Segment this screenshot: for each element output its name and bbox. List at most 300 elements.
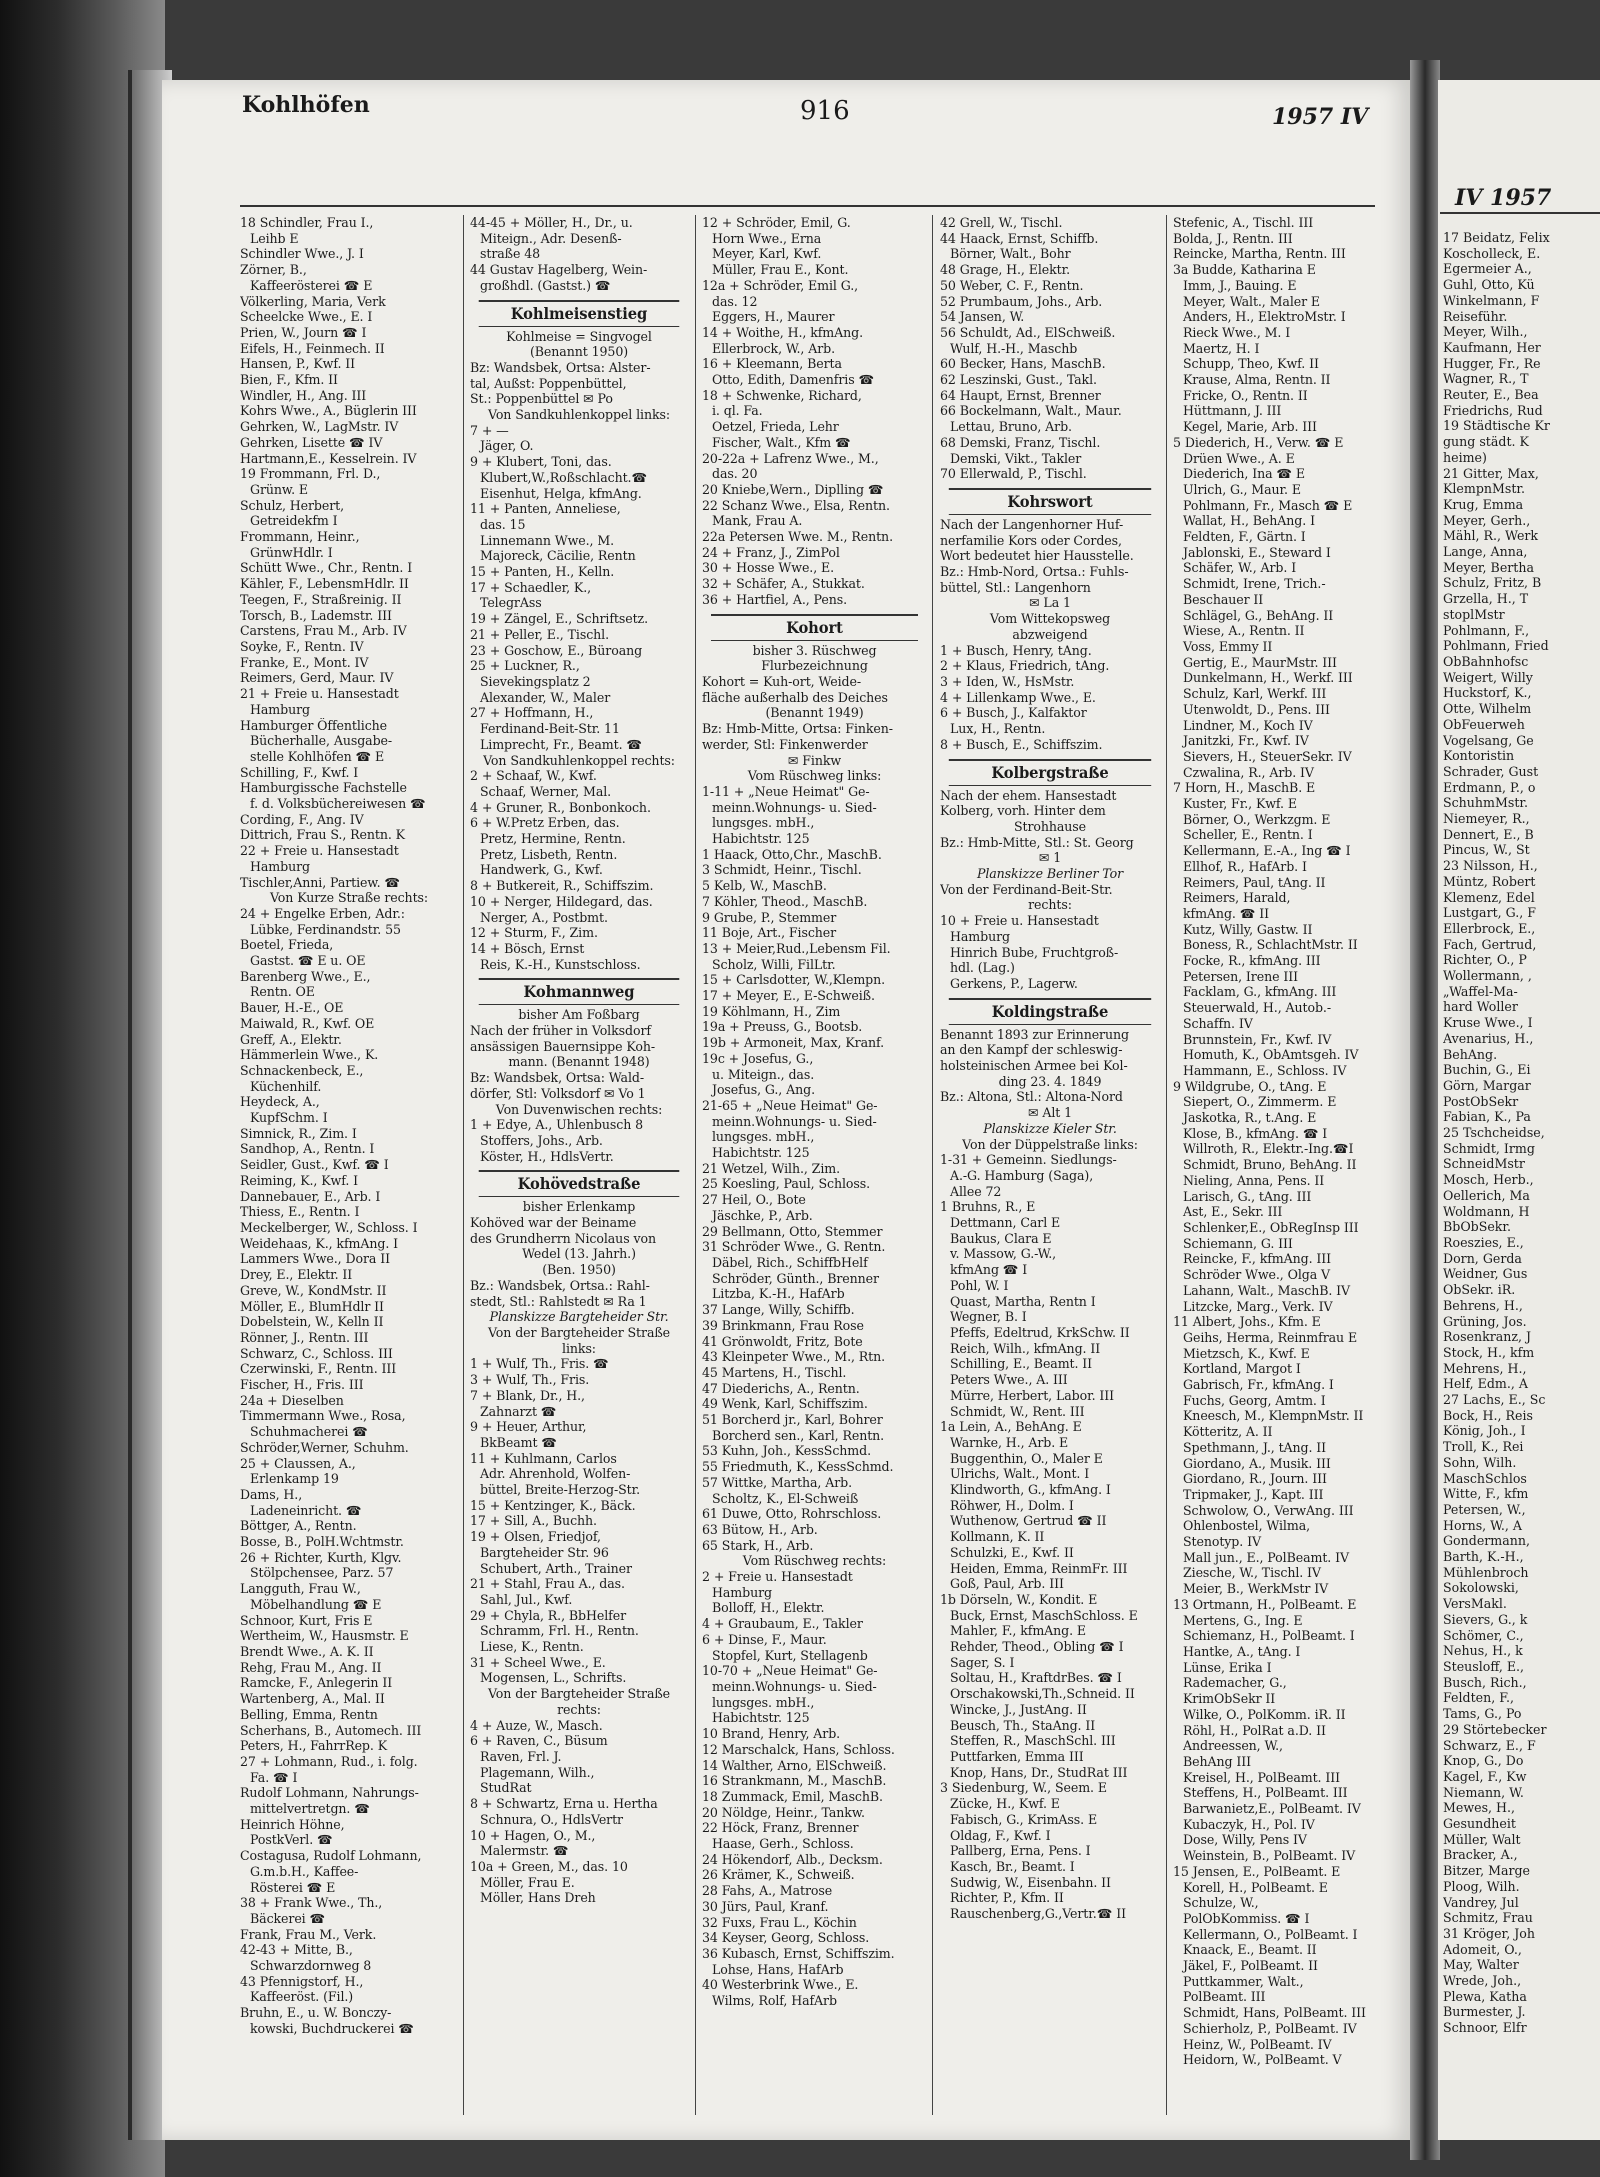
facing-page-entry: gung städt. K (1443, 434, 1529, 450)
column-divider (695, 215, 696, 2115)
directory-entry: Gastst. ☎ E u. OE (250, 953, 366, 969)
facing-page-entry: Burmester, J. (1443, 2004, 1526, 2020)
facing-page-entry: Feldten, F., (1443, 1690, 1515, 1706)
directory-entry: Jäkel, F., PolBeamt. II (1183, 1958, 1318, 1974)
directory-entry: Hansen, P., Kwf. II (240, 356, 356, 372)
directory-entry: 2 + Klaus, Friedrich, tAng. (940, 658, 1110, 674)
facing-page-entry: Adomeit, O., (1443, 1941, 1522, 1957)
facing-page-entry: Grzella, H., T (1443, 591, 1529, 607)
directory-entry: Strohhause (1013, 818, 1087, 834)
directory-entry: 10 + Hagen, O., M., (470, 1827, 596, 1843)
directory-entry: 2 + Schaaf, W., Kwf. (470, 768, 597, 784)
directory-entry: 32 Fuxs, Frau L., Köchin (702, 1914, 857, 1930)
facing-page-entry: Busch, Rich., (1443, 1674, 1527, 1690)
directory-entry: 54 Jansen, W. (940, 309, 1025, 325)
directory-entry: mittelvertretgn. ☎ (250, 1801, 370, 1817)
directory-entry: Litzcke, Marg., Verk. IV (1183, 1298, 1333, 1314)
directory-entry: Otto, Edith, Damenfris ☎ (712, 372, 875, 388)
directory-entry: Lindner, M., Koch IV (1183, 717, 1313, 733)
directory-entry: des Grundherrn Nicolaus von (470, 1230, 656, 1246)
directory-entry: 9 Grube, P., Stemmer (702, 909, 837, 925)
directory-entry: Kuster, Fr., Kwf. E (1183, 796, 1297, 812)
directory-entry: 16 Strankmann, M., MaschB. (702, 1773, 887, 1789)
directory-entry: 31 Schröder Wwe., G. Rentn. (702, 1239, 886, 1255)
directory-entry: Bien, F., Kfm. II (240, 372, 338, 388)
directory-entry: nerfamilie Kors oder Cordes, (940, 532, 1122, 548)
directory-entry: Demski, Vikt., Takler (950, 450, 1082, 466)
directory-entry: Börner, O., Werkzgm. E (1183, 811, 1331, 827)
directory-entry: Pretz, Lisbeth, Rentn. (480, 846, 618, 862)
directory-entry: 24 Hökendorf, Alb., Decksm. (702, 1851, 883, 1867)
directory-entry: 42-43 + Mitte, B., (240, 1942, 353, 1958)
directory-entry: Bz.: Hmb-Mitte, Stl.: St. Georg (940, 834, 1134, 850)
facing-page-entry: PostObSekr (1443, 1093, 1519, 1109)
directory-entry: Von Duvenwischen rechts: (495, 1101, 663, 1117)
facing-page-entry: Mühlenbroch (1443, 1564, 1529, 1580)
facing-page-entry: Wollermann, , (1443, 968, 1532, 984)
directory-entry: Reis, K.-H., Kunstschloss. (480, 956, 641, 972)
directory-entry: Schindler Wwe., J. I (240, 246, 364, 262)
directory-entry: 21 + Freie u. Hansestadt (240, 686, 399, 702)
directory-entry: Limprecht, Fr., Beamt. ☎ (480, 736, 642, 752)
directory-entry: Kaffeeröst. (Fil.) (250, 1989, 354, 2005)
directory-entry: 15 + Panten, H., Kelln. (470, 564, 615, 580)
directory-entry: Habichtstr. 125 (712, 1710, 810, 1726)
directory-entry: Schramm, Frl. H., Rentn. (480, 1623, 639, 1639)
column-divider (932, 215, 933, 2115)
directory-entry: kfmAng. ☎ II (1183, 905, 1269, 921)
directory-entry: (Benannt 1950) (529, 344, 629, 360)
facing-page-entry: Bock, H., Reis (1443, 1407, 1533, 1423)
directory-entry: 1 Haack, Otto,Chr., MaschB. (702, 846, 882, 862)
directory-entry: 3 + Iden, W., HsMstr. (940, 673, 1075, 689)
directory-entry: büttel, Stl.: Langenhorn (940, 579, 1091, 595)
directory-entry: Bosse, B., PolH.Wchtmstr. (240, 1534, 404, 1550)
directory-entry: Buck, Ernst, MaschSchloss. E (950, 1607, 1138, 1623)
directory-entry: Hartmann,E., Kesselrein. IV (240, 450, 417, 466)
facing-page-entry: Helf, Edm., A (1443, 1376, 1528, 1392)
directory-entry: 19 + Zängel, E., Schriftsetz. (470, 611, 648, 627)
directory-entry: 6 + Dinse, F., Maur. (702, 1631, 827, 1647)
directory-entry: tal, Außst: Poppenbüttel, (470, 375, 627, 391)
directory-entry: Völkerling, Maria, Verk (240, 293, 386, 309)
directory-entry: 21 Wetzel, Wilh., Zim. (702, 1160, 841, 1176)
directory-entry: lungsges. mbH., (712, 815, 815, 831)
directory-entry: Kellermann, E.-A., Ing ☎ I (1183, 843, 1351, 859)
directory-entry: Dittrich, Frau S., Rentn. K (240, 827, 405, 843)
directory-entry: Malermstr. ☎ (480, 1843, 569, 1859)
directory-entry: Dams, H., (240, 1486, 303, 1502)
directory-entry: Benannt 1893 zur Erinnerung (940, 1026, 1129, 1042)
directory-entry: Rademacher, G., (1183, 1675, 1287, 1691)
directory-entry: Wartenberg, A., Mal. II (240, 1691, 385, 1707)
directory-entry: 15 + Carlsdotter, W.,Klempn. (702, 972, 886, 988)
directory-entry: Gerkens, P., Lagerw. (950, 975, 1078, 991)
directory-entry: Habichtstr. 125 (712, 831, 810, 847)
facing-page-entry: Schömer, C., (1443, 1627, 1524, 1643)
directory-entry: Wilms, Rolf, HafArb (712, 1993, 837, 2009)
facing-page-entry: Koscholleck, E. (1443, 245, 1541, 261)
directory-entry: Dunkelmann, H., Werkf. III (1183, 670, 1353, 686)
directory-entry: lungsges. mbH., (712, 1129, 815, 1145)
facing-page-entry: Mewes, H., (1443, 1800, 1516, 1816)
directory-entry: 43 Kleinpeter Wwe., M., Rtn. (702, 1349, 886, 1365)
directory-entry: Gertig, E., MaurMstr. III (1183, 654, 1337, 670)
directory-entry: 57 Wittke, Martha, Arb. (702, 1474, 852, 1490)
directory-entry: Drey, E., Elektr. II (240, 1267, 353, 1283)
directory-entry: KrimObSekr II (1183, 1691, 1276, 1707)
directory-entry: Giordano, R., Journ. III (1183, 1471, 1327, 1487)
directory-entry: Von Sandkuhlenkoppel rechts: (483, 752, 675, 768)
facing-page-entry: Krug, Emma (1443, 496, 1524, 512)
directory-entry: kowski, Buchdruckerei ☎ (250, 2020, 414, 2036)
directory-entry: lungsges. mbH., (712, 1694, 815, 1710)
directory-entry: 15 Jensen, E., PolBeamt. E (1173, 1863, 1341, 1879)
facing-page-entry: Pincus, W., St (1443, 842, 1530, 858)
directory-entry: 37 Lange, Willy, Schiffb. (702, 1302, 855, 1318)
directory-entry: abzweigend (1012, 626, 1088, 642)
directory-entry: 10 + Freie u. Hansestadt (940, 913, 1099, 929)
street-heading: Kohövedstraße (479, 1170, 680, 1197)
directory-entry: Schaaf, Werner, Mal. (480, 783, 612, 799)
facing-page-entry: Reiseführ. (1443, 308, 1508, 324)
facing-page-entry: 27 Lachs, E., Sc (1443, 1392, 1546, 1408)
directory-entry: Mahler, F., kfmAng. E (950, 1623, 1087, 1639)
directory-entry: Jäschke, P., Arb. (712, 1207, 813, 1223)
facing-page-entry: Ploog, Wilh. (1443, 1878, 1520, 1894)
facing-page-entry: Schmidt, Irmg (1443, 1140, 1535, 1156)
facing-page-entry: Roeszies, E., (1443, 1235, 1524, 1250)
facing-page-entry: Görn, Margar (1443, 1077, 1531, 1093)
facing-page-entry: Knop, G., Do (1443, 1753, 1524, 1769)
directory-entry: Haase, Gerh., Schloss. (712, 1836, 854, 1852)
directory-entry: Voss, Emmy II (1183, 638, 1273, 654)
directory-entry: Däbel, Rich., SchiffbHelf (712, 1255, 868, 1270)
directory-entry: Thiess, E., Rentn. I (240, 1204, 360, 1220)
directory-entry: Scheelcke Wwe., E. I (240, 309, 373, 325)
directory-entry: stelle Kohlhöfen ☎ E (250, 748, 385, 764)
directory-entry: GrünwHdlr. I (250, 544, 333, 560)
directory-entry: Kortland, Margot I (1183, 1361, 1301, 1377)
directory-entry: 16 + Kleemann, Berta (702, 356, 842, 372)
facing-page-entry: Klemenz, Edel (1443, 889, 1535, 905)
directory-entry: Meier, B., WerkMstr IV (1183, 1581, 1329, 1597)
facing-page-entry: Dennert, E., B (1443, 826, 1534, 842)
directory-entry: Kneesch, M., KlempnMstr. II (1183, 1408, 1364, 1424)
facing-page-column (1443, 230, 1600, 2036)
directory-entry: Quast, Martha, Rentn I (950, 1293, 1096, 1309)
directory-entry: Pohlmann, Fr., Masch ☎ E (1183, 497, 1353, 513)
directory-entry: Möller, Hans Dreh (480, 1890, 596, 1906)
directory-entry: Peters, H., FahrrRep. K (240, 1738, 388, 1754)
facing-page-entry: Friedrichs, Rud (1443, 402, 1543, 418)
directory-entry: ✉ Finkw (787, 752, 842, 768)
facing-page-entry: Bracker, A., (1443, 1847, 1518, 1863)
directory-entry: Schupp, Theo, Kwf. II (1183, 356, 1319, 372)
directory-entry: Reincke, Martha, Rentn. III (1173, 246, 1346, 262)
directory-entry: Jablonski, E., Steward I (1183, 544, 1331, 560)
facing-page-entry: Nehus, H., k (1443, 1643, 1523, 1659)
directory-entry: das. 12 (712, 293, 758, 309)
directory-entry: Frank, Frau M., Verk. (240, 1926, 377, 1942)
directory-entry: Lettau, Bruno, Arb. (950, 419, 1072, 435)
directory-entry: Von Sandkuhlenkoppel links: (487, 407, 670, 423)
directory-entry: 8 + Butkereit, R., Schiffszim. (470, 878, 654, 894)
facing-page-entry: Weidner, Gus (1443, 1266, 1528, 1282)
directory-entry: 26 + Richter, Kurth, Klgv. (240, 1549, 402, 1565)
directory-entry: 51 Borcherd jr., Karl, Bohrer (702, 1412, 883, 1428)
directory-entry: 43 Pfennigstorf, H., (240, 1973, 364, 1989)
header-rule (240, 205, 1375, 207)
directory-entry: 18 Schindler, Frau I., (240, 215, 374, 230)
directory-entry: Zahnarzt ☎ (480, 1403, 557, 1419)
page-year-district: 1957 IV (1272, 104, 1369, 130)
directory-entry: Dobelstein, W., Kelln II (240, 1314, 384, 1330)
facing-page-entry: Pohlmann, Fried (1443, 638, 1549, 654)
directory-entry: i. ql. Fa. (712, 403, 763, 419)
directory-entry: Linnemann Wwe., M. (480, 532, 615, 548)
directory-entry: Stopfel, Kurt, Stellagenb (712, 1647, 868, 1663)
directory-entry: Scholz, Willi, FilLtr. (712, 956, 836, 972)
directory-entry: 25 + Luckner, R., (470, 658, 580, 674)
directory-entry: Kutz, Willy, Gastw. II (1183, 921, 1313, 937)
directory-entry: Schwarz, C., Schloss. III (240, 1345, 393, 1361)
directory-entry: 36 Kubasch, Ernst, Schiffszim. (702, 1945, 895, 1961)
directory-entry: Bauer, H.-E., OE (240, 1000, 344, 1016)
directory-entry: meinn.Wohnungs- u. Sied- (712, 1113, 877, 1129)
directory-entry: Schäfer, W., Arb. I (1183, 560, 1297, 576)
directory-entry: Klindworth, G., kfmAng. I (950, 1482, 1111, 1498)
directory-entry: 1a Lein, A., BehAng. E (940, 1419, 1082, 1435)
facing-page-entry: „Waffel-Ma- (1443, 983, 1518, 999)
directory-entry: Hamburg (250, 858, 310, 874)
facing-page-entry: ObBahnhofsc (1443, 653, 1529, 669)
directory-entry: 36 + Hartfiel, A., Pens. (702, 591, 847, 607)
directory-entry: Simnick, R., Zim. I (240, 1125, 357, 1141)
facing-page-entry: Vandrey, Jul (1443, 1894, 1519, 1910)
facing-page-entry: Lange, Anna, (1443, 544, 1528, 560)
directory-entry: Kreisel, H., PolBeamt. III (1183, 1769, 1340, 1785)
directory-entry: Schnackenbeck, E., (240, 1062, 364, 1078)
directory-entry: St.: Poppenbüttel ✉ Po (470, 391, 613, 407)
directory-entry: Bücherhalle, Ausgabe- (250, 733, 393, 749)
directory-entry: Schmidt, Bruno, BehAng. II (1183, 1157, 1357, 1173)
directory-entry: Leihb E (250, 230, 299, 246)
directory-entry: Diederich, Ina ☎ E (1183, 466, 1305, 482)
directory-entry: 34 Keyser, Georg, Schloss. (702, 1930, 870, 1946)
directory-entry: 22a Petersen Wwe. M., Rentn. (702, 529, 893, 545)
facing-page-entry: Kaufmann, Her (1443, 339, 1541, 355)
directory-entry: KupfSchm. I (250, 1110, 328, 1126)
directory-entry: Hamburg (250, 701, 310, 717)
facing-page-entry: KlempnMstr. (1443, 481, 1526, 497)
directory-entry: 15 + Kentzinger, K., Bäck. (470, 1497, 636, 1513)
directory-entry: Ohlenbostel, Wilma, (1183, 1518, 1311, 1534)
directory-entry: 29 + Chyla, R., BbHelfer (470, 1607, 626, 1623)
directory-entry: 26 Krämer, K., Schweiß. (702, 1867, 855, 1883)
directory-entry: Giordano, A., Musik. III (1183, 1455, 1331, 1471)
directory-entry: Dannebauer, E., Arb. I (240, 1188, 381, 1204)
facing-page-entry: Weigert, Willy (1443, 669, 1533, 685)
directory-entry: 19 Köhlmann, H., Zim (702, 1003, 841, 1019)
directory-entry: Lohse, Hans, HafArb (712, 1961, 844, 1977)
facing-page-entry: Sohn, Wilh. (1443, 1454, 1517, 1470)
column-1 (240, 215, 458, 2125)
facing-page-entry: Schnoor, Elfr (1443, 2020, 1527, 2036)
directory-entry: 13 + Meier,Rud.,Lebensm Fil. (702, 940, 891, 956)
directory-entry: Korell, H., PolBeamt. E (1183, 1879, 1328, 1895)
directory-entry: 21 + Peller, E., Tischl. (470, 626, 609, 642)
directory-entry: Feldten, F., Gärtn. I (1183, 529, 1306, 545)
directory-entry: 4 + Auze, W., Masch. (470, 1717, 603, 1733)
directory-entry: Buggenthin, O., Maler E (950, 1450, 1103, 1466)
directory-entry: u. Miteign., das. (712, 1066, 815, 1082)
directory-entry: 4 + Lillenkamp Wwe., E. (940, 689, 1096, 705)
directory-entry: das. 20 (712, 466, 758, 482)
directory-entry: Nieling, Anna, Pens. II (1183, 1172, 1325, 1188)
directory-entry: kfmAng ☎ I (950, 1262, 1028, 1278)
directory-entry: großhdl. (Gastst.) ☎ (480, 277, 611, 293)
directory-entry: 4 + Graubaum, E., Takler (702, 1616, 863, 1632)
directory-entry: PostkVerl. ☎ (250, 1832, 333, 1848)
directory-entry: 19 Frommann, Frl. D., (240, 466, 381, 482)
directory-entry: Zücke, H., Kwf. E (950, 1796, 1060, 1812)
facing-page-entry: Meyer, Bertha (1443, 559, 1534, 575)
facing-page-entry: 21 Gitter, Max, (1443, 465, 1539, 481)
directory-entry: 27 + Lohmann, Rud., i. folg. (240, 1753, 418, 1769)
directory-entry: Schierholz, P., PolBeamt. IV (1183, 2020, 1357, 2036)
directory-entry: Plagemann, Wilh., (480, 1764, 595, 1780)
directory-entry: Steuerwald, H., Autob.- (1183, 1000, 1331, 1016)
directory-entry: Maertz, H. I (1183, 340, 1260, 356)
directory-entry: 14 + Woithe, H., kfmAng. (702, 324, 864, 340)
directory-entry: Kolberg, vorh. Hinter dem (940, 803, 1106, 819)
directory-entry: 65 Stark, H., Arb. (702, 1537, 814, 1553)
facing-page-entry: Schmitz, Frau (1443, 1910, 1533, 1926)
directory-entry: 61 Duwe, Otto, Rohrschloss. (702, 1506, 882, 1522)
directory-entry: 9 Wildgrube, O., tAng. E (1173, 1078, 1327, 1094)
directory-entry: 10 + Nerger, Hildegard, das. (470, 893, 653, 909)
directory-entry: Ast, E., Sekr. III (1183, 1204, 1283, 1220)
directory-entry: Schröder, Günth., Brenner (712, 1270, 879, 1286)
facing-page-entry: BbObSekr. (1443, 1219, 1512, 1235)
directory-entry: bisher 3. Rüschweg (752, 642, 877, 658)
directory-entry: Rieck Wwe., M. I (1183, 324, 1291, 340)
directory-entry: Küchenhilf. (250, 1078, 322, 1094)
directory-entry: Franke, E., Mont. IV (240, 654, 369, 670)
directory-entry: Sandhop, A., Rentn. I (240, 1141, 375, 1157)
directory-entry: 5 Diederich, H., Verw. ☎ E (1173, 434, 1344, 450)
directory-entry: Grünw. E (250, 481, 308, 497)
directory-entry: Rösterei ☎ E (250, 1879, 336, 1895)
directory-entry: 1 + Edye, A., Uhlenbusch 8 (470, 1117, 644, 1133)
directory-entry: Nach der Langenhorner Huf- (940, 516, 1124, 532)
directory-entry: Von der Bargteheider Straße (487, 1686, 671, 1702)
directory-entry: Wilke, O., PolKomm. iR. II (1183, 1706, 1346, 1722)
directory-entry: Heinrich Höhne, (240, 1816, 345, 1832)
directory-entry: Pretz, Hermine, Rentn. (480, 831, 626, 847)
directory-entry: Prien, W., Journ ☎ I (240, 324, 367, 340)
directory-entry: ansässigen Bauernsippe Koh- (470, 1038, 656, 1054)
facing-page-entry: Mehrens, H., (1443, 1360, 1527, 1376)
directory-entry: 2 + Freie u. Hansestadt (702, 1569, 853, 1585)
directory-entry: 48 Grage, H., Elektr. (940, 262, 1071, 278)
directory-entry: 3 Siedenburg, W., Seem. E (940, 1780, 1107, 1796)
directory-entry: Krause, Alma, Rentn. II (1183, 372, 1331, 388)
directory-entry: BkBeamt ☎ (480, 1434, 557, 1450)
directory-entry: Weinstein, B., PolBeamt. IV (1183, 1848, 1356, 1864)
directory-entry: Gehrken, W., LagMstr. IV (240, 419, 399, 435)
facing-page-entry: Otte, Wilhelm (1443, 701, 1532, 717)
directory-entry: 10 Brand, Henry, Arb. (702, 1726, 841, 1742)
directory-entry: Wallat, H., BehAng. I (1183, 513, 1315, 529)
directory-entry: 28 Fahs, A., Matrose (702, 1883, 833, 1899)
directory-entry: 7 Köhler, Theod., MaschB. (702, 893, 868, 909)
directory-entry: bisher Am Foßbarg (518, 1007, 640, 1023)
facing-page-entry: König, Joh., I (1443, 1423, 1526, 1439)
directory-entry: Bargteheider Str. 96 (480, 1544, 609, 1560)
directory-entry: 39 Brinkmann, Frau Rose (702, 1317, 864, 1333)
directory-entry: Bz: Wandsbek, Ortsa: Wald- (470, 1070, 645, 1086)
directory-entry: Schulz, Herbert, (240, 497, 345, 513)
directory-entry: 44 Haack, Ernst, Schiffb. (940, 230, 1099, 246)
directory-entry: Mogensen, L., Schrifts. (480, 1670, 627, 1686)
directory-entry: 55 Friedmuth, K., KessSchmd. (702, 1459, 894, 1475)
directory-entry: Fuchs, Georg, Amtm. I (1183, 1392, 1326, 1408)
column-2 (470, 215, 688, 2125)
directory-entry: Seidler, Gust., Kwf. ☎ I (240, 1157, 389, 1173)
directory-entry: Mank, Frau A. (712, 513, 803, 529)
directory-entry: Rentn. OE (250, 984, 315, 1000)
street-heading: Kohlmeisenstieg (479, 300, 680, 327)
directory-entry: Planskizze Berliner Tor (976, 866, 1124, 882)
facing-page-entry: SchneidMstr (1443, 1156, 1525, 1172)
directory-entry: Hamburg (950, 928, 1010, 944)
directory-entry: Czwalina, R., Arb. IV (1183, 764, 1314, 780)
directory-entry: Schuhmacherei ☎ (250, 1424, 368, 1440)
directory-entry: büttel, Breite-Herzog-Str. (480, 1482, 641, 1498)
directory-entry: hdl. (Lag.) (950, 960, 1015, 976)
directory-entry: Dose, Willy, Pens IV (1183, 1832, 1307, 1848)
directory-entry: 20-22a + Lafrenz Wwe., M., (702, 450, 879, 466)
directory-entry: (Benannt 1949) (765, 705, 864, 721)
directory-entry: TelegrAss (480, 595, 542, 611)
directory-entry: Weidehaas, K., kfmAng. I (240, 1235, 399, 1251)
directory-entry: 11 Albert, Johs., Kfm. E (1173, 1314, 1321, 1330)
directory-entry: Wiese, A., Rentn. II (1183, 623, 1305, 639)
directory-entry: Vom Rüschweg rechts: (742, 1553, 887, 1569)
directory-entry: Kasch, Br., Beamt. I (950, 1858, 1075, 1874)
facing-page-entry: Richter, O., P (1443, 952, 1527, 968)
directory-entry: das. 15 (480, 516, 526, 532)
facing-page-entry: Fach, Gertrud, (1443, 936, 1537, 952)
directory-entry: 17 + Schaedler, K., (470, 579, 592, 595)
directory-entry: 23 + Goschow, E., Büroang (470, 642, 643, 658)
directory-entry: 62 Leszinski, Gust., Takl. (940, 372, 1097, 388)
facing-page-entry: May, Walter (1443, 1957, 1519, 1973)
directory-entry: Bz.: Altona, Stl.: Altona-Nord (940, 1089, 1123, 1105)
facing-page-entry: Gesundheit (1443, 1816, 1516, 1832)
directory-entry: Meyer, Walt., Maler E (1183, 293, 1321, 309)
facing-page-entry: Dorn, Gerda (1443, 1250, 1522, 1266)
facing-page-entry: Kontoristin (1443, 748, 1515, 764)
directory-entry: Peters Wwe., A. III (950, 1372, 1068, 1388)
directory-entry: 1b Dörseln, W., Kondit. E (940, 1591, 1098, 1607)
directory-entry: Hinrich Bube, Fruchtgroß- (950, 944, 1119, 960)
street-heading: Koldingstraße (949, 998, 1151, 1025)
directory-entry: Sahl, Jul., Kwf. (480, 1591, 573, 1607)
directory-entry: Ferdinand-Beit-Str. 11 (480, 721, 620, 737)
